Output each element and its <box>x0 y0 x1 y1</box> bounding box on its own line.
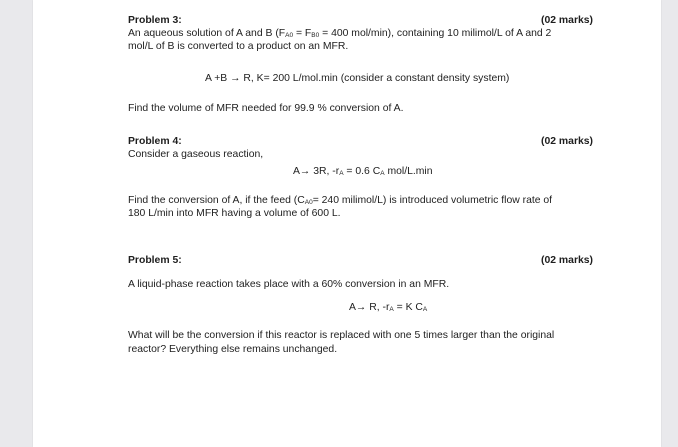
problem3-intro-line2: mol/L of B is converted to a product on an MFR. <box>128 41 349 52</box>
problem3-marks: (02 marks) <box>541 15 593 26</box>
problem4-heading: Problem 4: <box>128 136 182 147</box>
problem5-intro: A liquid-phase reaction takes place with a 60% conversion in an MFR. <box>128 279 450 290</box>
problem3-question: Find the volume of MFR needed for 99.9 % conversion of A. <box>128 103 404 114</box>
problem4-question-line2: 180 L/min into MFR having a volume of 600 L. <box>128 208 341 219</box>
problem5-reaction: A→ R, $-r_A = K$ $C_A$ <box>349 302 428 313</box>
document-page <box>33 0 661 447</box>
problem4-intro: Consider a gaseous reaction, <box>128 149 264 160</box>
problem4-reaction: A→ 3R, $-r_A = 0.6$ $C_A$ mol/L.min <box>293 166 433 177</box>
problem5-question-line1: What will be the conversion if this reactor is replaced with one 5 times larger than the original <box>128 330 555 341</box>
problem3-heading: Problem 3: <box>128 15 182 26</box>
problem5-marks: (02 marks) <box>541 255 593 266</box>
problem4-marks: (02 marks) <box>541 136 593 147</box>
problem5-heading: Problem 5: <box>128 255 182 266</box>
problem4-question-line1: Find the conversion of A, if the feed ($C_{A0}= 240$ milimol/L) is introduced volumetric flow rate of <box>128 195 553 206</box>
problem3-intro-line1: An aqueous solution of A and B ($F_{A0} = F_{B0} = 400$ mol/min), containing 10 milimol/L of A and 2 <box>128 28 552 39</box>
problem5-question-line2: reactor? Everything else remains unchanged. <box>128 344 338 355</box>
problem3-reaction: A +B → R, K= 200 L/mol.min (consider a constant density system) <box>205 73 510 84</box>
